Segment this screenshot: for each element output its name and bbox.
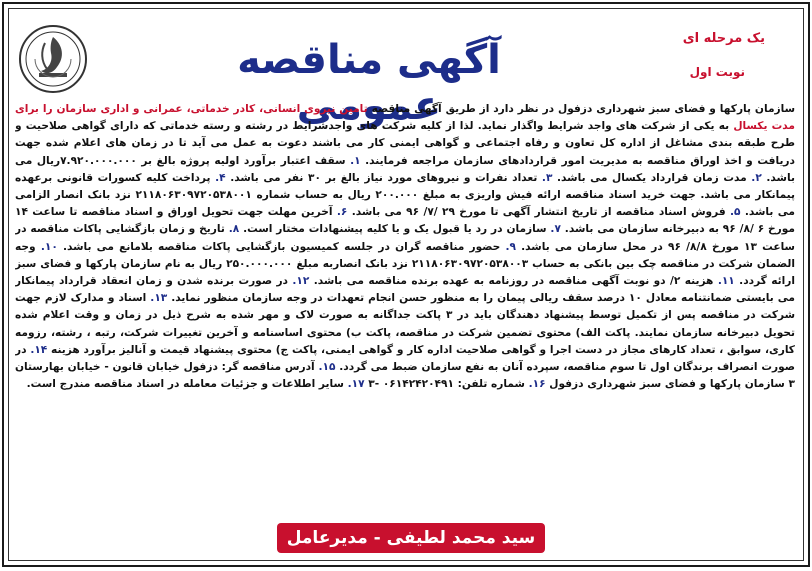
item-number: ۱۵. — [318, 361, 336, 374]
item-number: ۵. — [730, 206, 741, 219]
item-number: ۴. — [215, 171, 226, 184]
item-number: ۱۳. — [150, 292, 168, 305]
item-11 — [314, 275, 735, 287]
item-number: ۱۴. — [30, 343, 48, 356]
item-text: فروش اسناد مناقصه از تاریخ انتشار آگهی تا مورخ ۲۹ /۷/ ۹۶ می باشد. — [351, 206, 726, 219]
item-text: سقف اعتبار برآورد اولیه پروژه بالغ بر ۷.۹۲۰.۰۰۰.۰۰۰ریال می باشد. — [15, 154, 795, 184]
item-number: ۲. — [751, 171, 762, 184]
item-number: ۳. — [541, 171, 553, 184]
item-text: هزینه ۲/ دو نوبت آگهی مناقصه در روزنامه به عهده برنده مناقصه می باشد. — [313, 275, 714, 288]
tender-notice — [2, 2, 810, 567]
item-text: پرداخت کلیه کسورات قانونی برعهده پیمانکار می باشد. جهت خرید اسناد مناقصه ارائه فیش واریزی به مبلغ ۲۰۰.۰۰۰ ریال به حساب شماره ۲۱۱۸۰۶۳۰۹۷۲۰۵۳۸۰۰۱ نزد بانک انصار الزامی می باشد. — [15, 171, 795, 219]
item-text: سازمان در رد یا قبول یک و یا کلیه پیشنهادات مختار است. — [243, 223, 547, 236]
item-number: ۱۰. — [40, 240, 58, 253]
page-title: آگهی مناقصه عمومی — [237, 37, 501, 129]
item-text: در صورت برنده شدن و زمان انعقاد قرارداد پیمانکار می بایستی ضمانتنامه معادل ۱۰ درصد سقف ریالی پیمان را به منظور حسن انجام تعهدات در وجه سازمان منظور نماید. — [15, 275, 795, 305]
item-7 — [243, 223, 561, 235]
item-number: ۷. — [550, 223, 561, 236]
item-text: حضور مناقصه گران در جلسه کمیسیون بازگشایی پاکات مناقصه بلامانع می باشد. — [62, 240, 501, 253]
item-text: در صورت انصراف برندگان اول تا سوم مناقصه، سپرده آنان به نفع سازمان ضبط می گردد. — [15, 343, 795, 374]
item-text: شماره تلفن: ۰۶۱۴۲۴۲۰۴۹۱ -۳ — [368, 378, 525, 391]
item-2 — [557, 172, 762, 184]
item-number: ۹. — [505, 240, 516, 253]
notice-paragraph — [15, 101, 795, 393]
notice-frame — [8, 8, 804, 561]
item-number: ۱۶. — [528, 378, 546, 391]
item-text: آخرین مهلت جهت تحویل اوراق و اسناد مناقصه تا ساعت ۱۴ مورخ ۶ /۸/ ۹۶ به دبیرخانه سازمان می باشد. — [15, 206, 795, 236]
signature-banner: سید محمد لطیفی - مدیرعامل — [277, 523, 545, 553]
item-number: ۶. — [336, 206, 348, 219]
item-number: ۸. — [228, 223, 240, 236]
item-text: وجه الضمان شرکت در مناقصه چک بین بانکی به حساب ۲۱۱۸۰۶۳۰۹۷۲۰۵۳۸۰۰۳ نزد بانک انصاربه مبلغ ۲۵۰.۰۰۰.۰۰۰ ریال به نام سازمان پارکها و فضای سبز ارائه گردد. — [15, 240, 795, 288]
intro-highlight: تامین نیروی انسانی، کادر خدماتی، عمرانی و اداری سازمان را برای مدت یکسال — [15, 103, 795, 133]
intro-text-2: به یکی از شرکت های واجد شرایط واگذار نماید. لذا از کلیه شرکت های واجدشرایط در رشته و رسته خدماتی که دارای گواهی صلاحیت و طرح طبقه بندی مشاغل از اداره کل تعاون و رفاه اجتماعی و گواهی ایمنی کار می باشند دعوت به عمل می آید تا در زمان های اعلام شده جهت دریافت و اخذ اوراق مناقصه به مدیریت امور قراردادهای سازمان مراجعه فرمایند. — [15, 120, 795, 167]
item-3 — [230, 172, 552, 184]
item-number: ۱. — [350, 154, 361, 167]
item-text: تعداد نفرات و نیروهای مورد نیاز بالغ بر ۳۰ نفر می باشد. — [230, 171, 538, 184]
item-text: اسناد و مدارک لازم جهت شرکت در مناقصه پس از تکمیل توسط پیشنهاد دهندگان باید در ۳ پاکت جداگانه به صورت لاک و مهر شده به شرح ذیل در زمان و وقت اعلام شده تحویل دبیرخانه سازمان نمایند. پاکت الف) محتوی تضمین شرکت در مناقصه، پاکت ب) محتوی اساسنامه و آخرین تغییرات شرکت، رتبه ، رشته، رزومه کاری، سوابق ، تعداد کارهای مجاز در دست اجرا و گواهی صلاحیت اداره کار و گواهی ایمنی، پاکت ج) محتوی پیشنهاد قیمت و آنالیز برآورد هزینه — [15, 292, 795, 356]
round-label: نوبت اول — [689, 65, 745, 79]
item-number: ۱۲. — [292, 275, 310, 288]
notice-body — [15, 101, 795, 511]
item-text: مدت زمان قرارداد یکسال می باشد. — [557, 171, 747, 184]
item-text: تاریخ و زمان بازگشایی پاکات مناقصه در ساعت ۱۳ مورخ ۸/۸/ ۹۶ در محل سازمان می باشد. — [15, 223, 795, 253]
item-16 — [368, 378, 545, 390]
municipality-emblem-icon — [17, 23, 89, 95]
item-9 — [63, 241, 516, 253]
item-number: ۱۷. — [347, 378, 365, 391]
item-5 — [352, 206, 741, 218]
intro-text: سازمان پارکها و فضای سبز شهرداری دزفول در نظر دارد از طریق آگهی مناقصه — [371, 103, 795, 115]
item-17 — [27, 378, 365, 390]
stage-label: یک مرحله ای — [682, 31, 765, 46]
item-number: ۱۱. — [717, 275, 735, 288]
item-text: سایر اطلاعات و جزئیات معامله در اسناد مناقصه مندرج است. — [26, 378, 344, 391]
item-text: آدرس مناقصه گر: دزفول خیابان قانون - خیابان بهارستان ۳ سازمان پارکها و فضای سبز شهرداری دزفول — [15, 361, 795, 391]
